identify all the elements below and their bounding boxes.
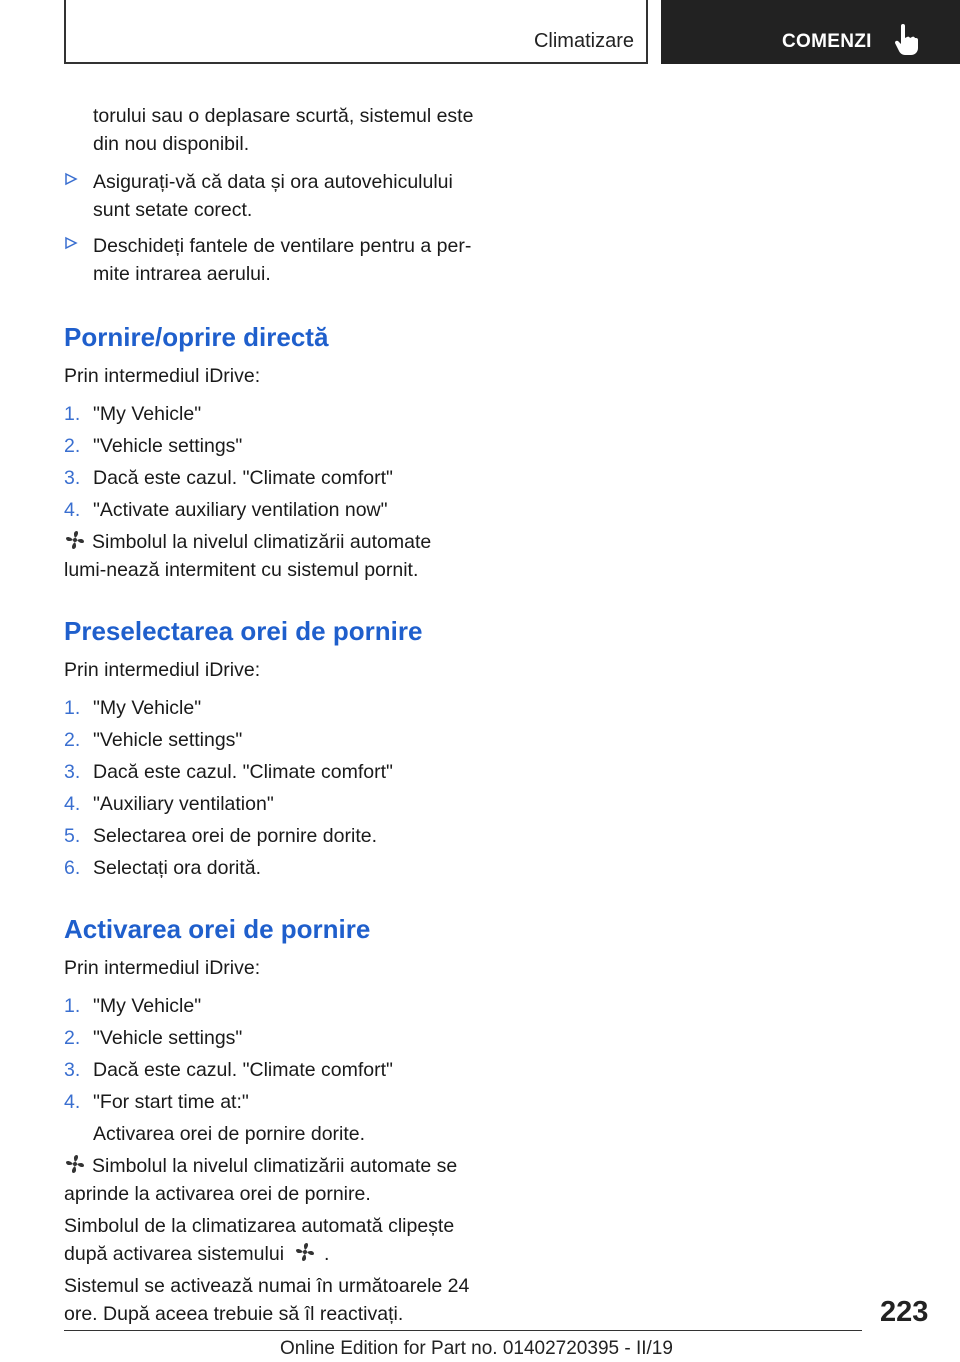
- section-intro: Prin intermediul iDrive:: [64, 957, 261, 979]
- note-paragraph: [64, 1152, 474, 1208]
- bullet-item: [64, 168, 474, 224]
- section-title: Climatizare: [533, 30, 634, 52]
- step-number: 4.: [64, 499, 81, 521]
- section-intro: Prin intermediul iDrive:: [64, 365, 261, 387]
- list-item: [64, 854, 474, 882]
- step-text: "Vehicle settings": [93, 729, 243, 751]
- step-text: "Vehicle settings": [93, 1027, 243, 1049]
- paragraph: Sistemul se activează numai în următoarele 24 ore. După aceea trebuie să îl reactivați.: [64, 1275, 470, 1325]
- step-text: "Vehicle settings": [93, 435, 243, 457]
- step-text: Dacă este cazul. "Climate comfort": [93, 761, 393, 783]
- bullet-text: Asigurați-vă că data și ora autovehiculului sunt setate corect.: [93, 171, 453, 221]
- step-number: 1.: [64, 697, 81, 719]
- step-text: Dacă este cazul. "Climate comfort": [93, 467, 393, 489]
- list-item: [64, 1024, 474, 1052]
- list-item: [64, 464, 474, 492]
- fan-icon: [294, 1241, 316, 1263]
- footer-edition: Online Edition for Part no. 01402720395 - II/19: [280, 1338, 673, 1359]
- paragraph-text-end: .: [324, 1243, 330, 1265]
- step-text: Selectați ora dorită.: [93, 857, 262, 879]
- footer-divider: [64, 1330, 862, 1331]
- step-number: 4.: [64, 1091, 81, 1113]
- list-item: [64, 790, 474, 818]
- list-item: [64, 1056, 474, 1084]
- step-number: 3.: [64, 467, 81, 489]
- steps-list: [64, 992, 474, 1116]
- hand-pointer-icon: [893, 24, 919, 56]
- paragraph-text: Simbolul de la climatizarea automată clipește după activarea sistemului: [64, 1215, 455, 1265]
- chapter-label: COMENZI: [782, 31, 872, 52]
- step-sub-text: Activarea orei de pornire dorite.: [93, 1123, 366, 1145]
- triangle-bullet-icon: [64, 236, 78, 250]
- bullet-item: [64, 232, 474, 288]
- step-number: 1.: [64, 995, 81, 1017]
- step-number: 3.: [64, 1059, 81, 1081]
- page-number: 223: [880, 1296, 929, 1328]
- step-number: 2.: [64, 435, 81, 457]
- step-number: 2.: [64, 729, 81, 751]
- steps-list: [64, 694, 474, 882]
- fan-icon: [64, 529, 86, 551]
- list-item: [64, 694, 474, 722]
- list-item: [64, 822, 474, 850]
- section-intro: Prin intermediul iDrive:: [64, 659, 261, 681]
- header-section-box: [64, 0, 648, 64]
- note-text: Simbolul la nivelul climatizării automate lumi-nează intermitent cu sistemul pornit.: [64, 531, 432, 581]
- list-item: [64, 758, 474, 786]
- step-text: "My Vehicle": [93, 403, 202, 425]
- section-heading: Pornire/oprire directă: [64, 322, 329, 352]
- step-text: "Auxiliary ventilation": [93, 793, 274, 815]
- step-text: "For start time at:": [93, 1091, 249, 1113]
- bullet-text: Deschideți fantele de ventilare pentru a per-mite intrarea aerului.: [93, 235, 472, 285]
- fan-icon: [64, 1153, 86, 1175]
- step-number: 6.: [64, 857, 81, 879]
- step-number: 3.: [64, 761, 81, 783]
- list-item: [64, 726, 474, 754]
- section-heading: Activarea orei de pornire: [64, 914, 371, 944]
- list-item: [64, 992, 474, 1020]
- main-content: [64, 100, 474, 1328]
- step-text: Selectarea orei de pornire dorite.: [93, 825, 377, 847]
- triangle-bullet-icon: [64, 172, 78, 186]
- section-heading: Preselectarea orei de pornire: [64, 616, 423, 646]
- step-number: 2.: [64, 1027, 81, 1049]
- step-number: 1.: [64, 403, 81, 425]
- note-text: Simbolul la nivelul climatizării automate se aprinde la activarea orei de pornire.: [64, 1155, 458, 1205]
- continuation-text: torului sau o deplasare scurtă, sistemul este din nou disponibil.: [93, 105, 474, 155]
- step-text: "My Vehicle": [93, 697, 202, 719]
- list-item: [64, 400, 474, 428]
- step-number: 4.: [64, 793, 81, 815]
- list-item: [64, 432, 474, 460]
- step-text: "My Vehicle": [93, 995, 202, 1017]
- note-paragraph: [64, 528, 474, 584]
- step-number: 5.: [64, 825, 81, 847]
- list-item: [64, 496, 474, 524]
- step-text: Dacă este cazul. "Climate comfort": [93, 1059, 393, 1081]
- list-item: [64, 1088, 474, 1116]
- steps-list: [64, 400, 474, 524]
- paragraph: [64, 1212, 474, 1268]
- step-text: "Activate auxiliary ventilation now": [93, 499, 388, 521]
- header-chapter-tab[interactable]: [661, 0, 960, 64]
